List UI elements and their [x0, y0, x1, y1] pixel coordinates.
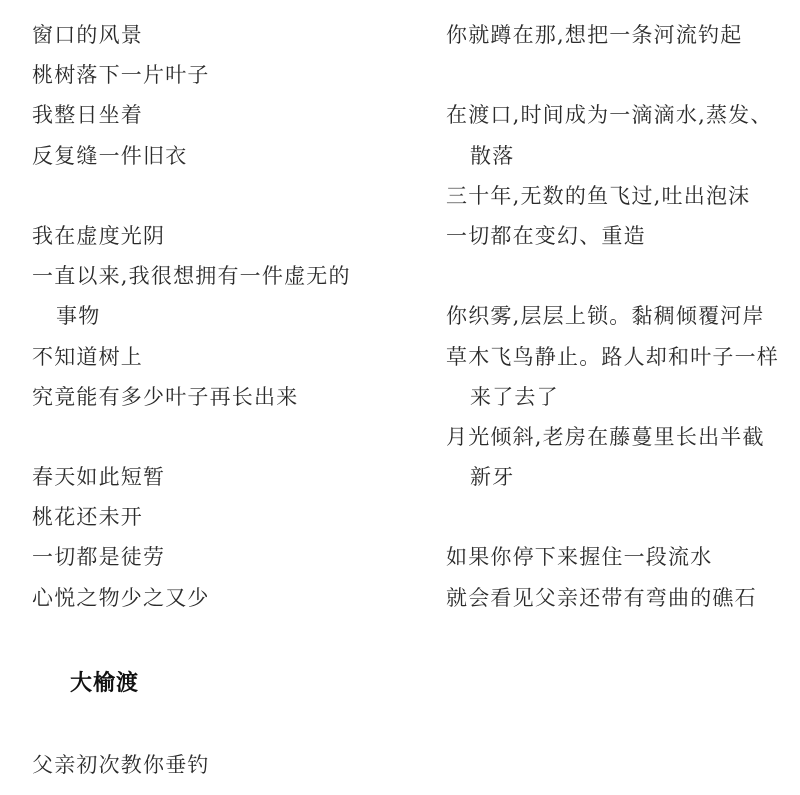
poem-line: 如果你停下来握住一段流水: [446, 545, 713, 570]
stanza-break: [32, 424, 412, 464]
poem-line: 桃花还未开: [32, 505, 143, 530]
poem-line: 反复缝一件旧衣: [32, 143, 188, 168]
stanza-break: [446, 62, 798, 102]
poem-line-continuation: 事物: [56, 304, 101, 329]
poem-line: 不知道树上: [32, 344, 143, 369]
poem-line-continuation: 来了去了: [470, 384, 559, 409]
poem-line: 我在虚度光阴: [32, 223, 166, 248]
poem-line: 三十年,无数的鱼飞过,吐出泡沫: [446, 183, 751, 208]
poem-line: 桃树落下一片叶子: [32, 63, 210, 88]
poem-line: 草木飞鸟静止。路人却和叶子一样: [446, 344, 779, 369]
poem-line: 一切都在变幻、重造: [446, 223, 646, 248]
poem-line: 究竟能有多少叶子再长出来: [32, 384, 299, 409]
poem-line: 窗口的风景: [32, 23, 143, 47]
poem-line: 你织雾,层层上锁。黏稠倾覆河岸: [446, 304, 765, 329]
left-column: [32, 22, 412, 625]
poem-line: 一直以来,我很想拥有一件虚无的: [32, 264, 351, 289]
poem-line: 你就蹲在那,想把一条河流钓起: [446, 23, 743, 47]
poem-line: 在渡口,时间成为一滴滴水,蒸发、: [446, 103, 773, 128]
poem-title: 大榆渡: [70, 671, 140, 696]
stanza-break: [446, 263, 798, 303]
poem-line-continuation: 散落: [470, 143, 515, 168]
poem-line: 春天如此短暂: [32, 465, 166, 490]
poem-line-continuation: 新牙: [470, 465, 515, 490]
poem-line: 月光倾斜,老房在藤蔓里长出半截: [446, 424, 765, 449]
poem-line: 父亲初次教你垂钓: [32, 753, 210, 777]
stanza-break: [446, 504, 798, 544]
right-column: [446, 22, 798, 625]
poem-line: 就会看见父亲还带有弯曲的礁石: [446, 585, 757, 610]
stanza-break: [32, 183, 412, 223]
poem-line: 一切都是徒劳: [32, 545, 166, 570]
poem-line: 我整日坐着: [32, 103, 143, 128]
poem-line: 心悦之物少之又少: [32, 585, 210, 610]
